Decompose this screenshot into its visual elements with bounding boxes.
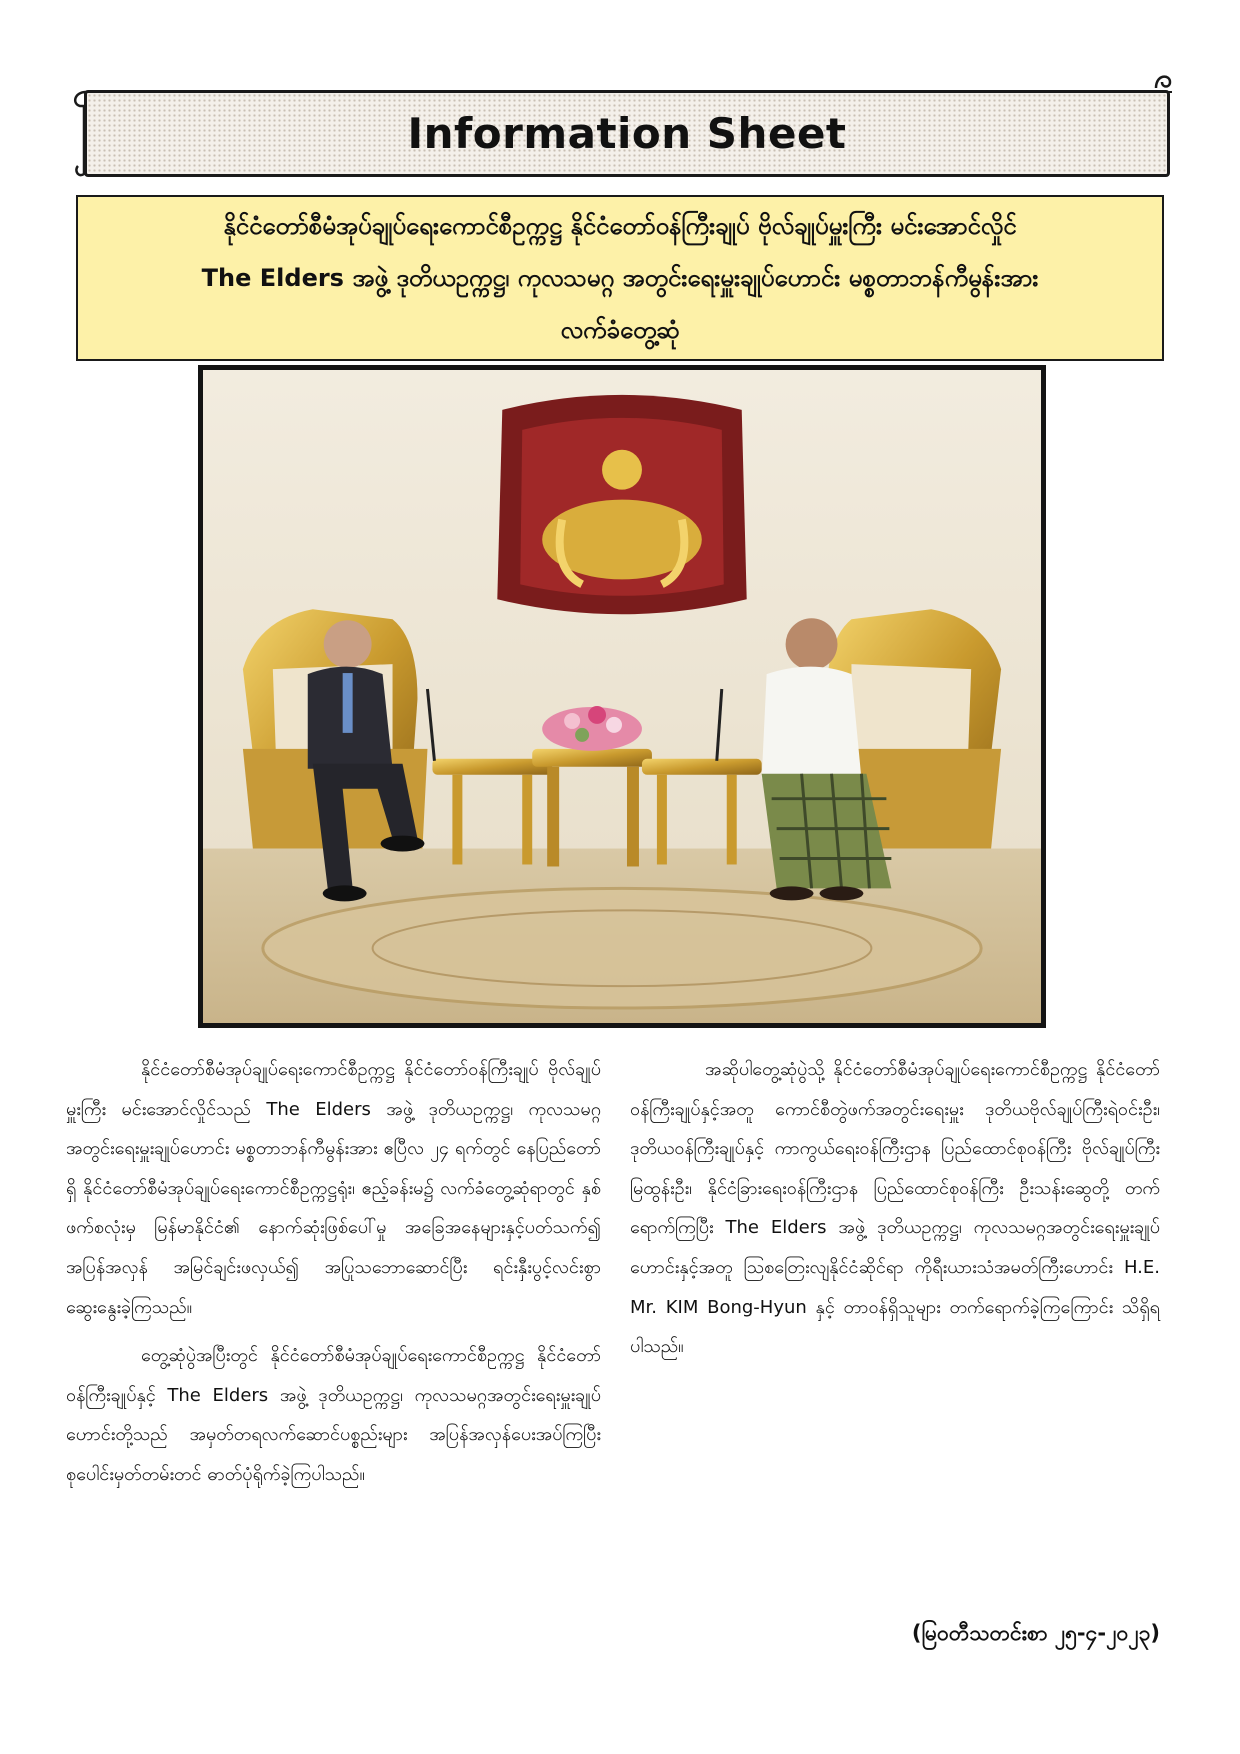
title-banner [70,82,1170,177]
meeting-photo [198,365,1046,1028]
paragraph: နိုင်ငံတော်စီမံအုပ်ချုပ်ရေးကောင်စီဥက္ကဋ္ဌ နိုင်ငံတော်ဝန်ကြီးချုပ် ဗိုလ်ချုပ်မှူးကြီး မင်းအောင်လှိုင်သည် The Elders အဖွဲ့ ဒုတိယဥက္ကဋ္ဌ၊ ကုလသမဂ္ဂအတွင်းရေးမှူးချုပ်ဟောင်း မစ္စတာဘန်ကီမွန်းအား ဧပြီလ ၂၄ ရက်တွင် နေပြည်တော်ရှိ နိုင်ငံတော်စီမံအုပ်ချုပ်ရေးကောင်စီဥက္ကဋ္ဌရုံး၊ ဧည့်ခန်းမ၌ လက်ခံတွေ့ဆုံရာတွင် နှစ်ဖက်စလုံးမှ မြန်မာနိုင်ငံ၏ နောက်ဆုံးဖြစ်ပေါ်မှု အခြေအနေများနှင့်ပတ်သက်၍ အပြန်အလှန် အမြင်ချင်းဖလှယ်၍ အပြုသဘောဆောင်ပြီး ရင်းနှီးပွင့်လင်းစွာ ဆွေးနွေးခဲ့ကြသည်။ [66,1059,601,1318]
state-emblem [497,395,746,614]
page-title: Information Sheet [407,109,847,158]
article-column-right [630,1050,1160,1367]
paragraph: အဆိုပါတွေ့ဆုံပွဲသို့ နိုင်ငံတော်စီမံအုပ်ချုပ်ရေးကောင်စီဥက္ကဋ္ဌ နိုင်ငံတော်ဝန်ကြီးချုပ်နှင့်အတူ ကောင်စီတွဲဖက်အတွင်းရေးမှူး ဒုတိယဗိုလ်ချုပ်ကြီးရဲဝင်းဦး၊ ဒုတိယဝန်ကြီးချုပ်နှင့် ကာကွယ်ရေးဝန်ကြီးဌာန ပြည်ထောင်စုဝန်ကြီး ဗိုလ်ချုပ်ကြီး မြထွန်းဦး၊ နိုင်ငံခြားရေးဝန်ကြီးဌာန ပြည်ထောင်စုဝန်ကြီး ဦးသန်းဆွေတို့ တက်ရောက်ကြပြီး The Elders အဖွဲ့ ဒုတိယဥက္ကဋ္ဌ၊ ကုလသမဂ္ဂအတွင်းရေးမှူးချုပ်ဟောင်းနှင့်အတူ သြစတြေးလျနိုင်ငံဆိုင်ရာ ကိုရီးယားသံအမတ်ကြီးဟောင်း H.E. Mr. KIM Bong-Hyun နှင့် တာဝန်ရှိသူများ တက်ရောက်ခဲ့ကြကြောင်း သိရှိရပါသည်။ [630,1059,1160,1358]
headline-line-3: လက်ခံတွေ့ဆုံ [560,316,680,344]
article-column-left [66,1050,601,1495]
headline-line-1: နိုင်ငံတော်စီမံအုပ်ချုပ်ရေးကောင်စီဥက္ကဋ္ဌ နိုင်ငံတော်ဝန်ကြီးချုပ် ဗိုလ်ချုပ်မှူးကြီး မင်းအောင်လှိုင် [223,212,1017,240]
scroll-right-curl-icon [1150,70,1180,110]
source-citation: (မြဝတီသတင်းစာ ၂၅-၄-၂၀၂၃) [911,1621,1160,1645]
headline-box [76,195,1164,361]
banner-body [84,90,1170,177]
headline-line-2: The Elders အဖွဲ့ ဒုတိယဥက္ကဋ္ဌ၊ ကုလသမဂ္ဂ အတွင်းရေးမှူးချုပ်ဟောင်း မစ္စတာဘန်ကီမွန်းအား [201,264,1039,292]
paragraph: တွေ့ဆုံပွဲအပြီးတွင် နိုင်ငံတော်စီမံအုပ်ချုပ်ရေးကောင်စီဥက္ကဋ္ဌ နိုင်ငံတော်ဝန်ကြီးချုပ်နှင့် The Elders အဖွဲ့ ဒုတိယဥက္ကဋ္ဌ၊ ကုလသမဂ္ဂအတွင်းရေးမှူးချုပ်ဟောင်းတို့သည် အမှတ်တရလက်ဆောင်ပစ္စည်းများ အပြန်အလှန်ပေးအပ်ကြပြီး စုပေါင်းမှတ်တမ်းတင် ဓာတ်ပုံရိုက်ခဲ့ကြပါသည်။ [66,1345,601,1485]
